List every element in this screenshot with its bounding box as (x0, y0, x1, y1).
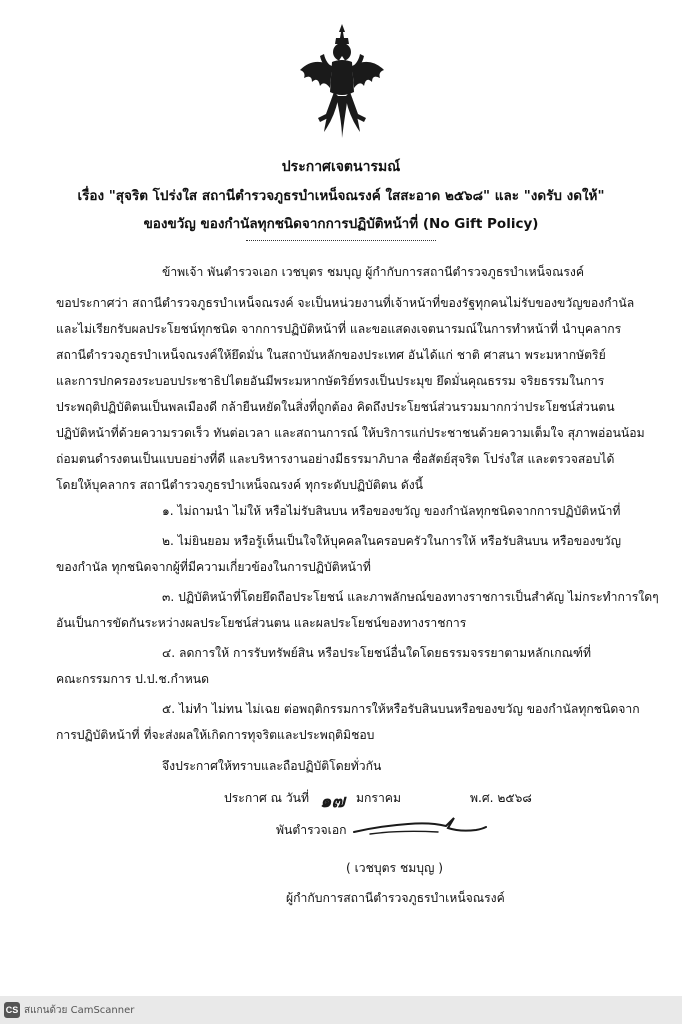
body-line: โดยให้บุคลากร สถานีตำรวจภูธรบำเหน็จณรงค์ ทุกระดับปฏิบัติตน ดังนี้ (56, 478, 424, 492)
body-line: และไม่เรียกรับผลประโยชน์ทุกชนิด จากการปฏิบัติหน้าที่ และขอแสดงเจตนารมณ์ในการทำหน้าที่ นำบุคลากร (56, 322, 622, 336)
body-line: สถานีตำรวจภูธรบำเหน็จณรงค์ให้ยึดมั่น ในสถาบันหลักของประเทศ อันได้แก่ ชาติ ศาสนา พระมหากษัตริย์ (56, 348, 606, 362)
list-item-1: ๑. ไม่ถามนำ ไม่ให้ หรือไม่รับสินบน หรือของขวัญ ของกำนัลทุกชนิดจากการปฏิบัติหน้าที่ (162, 504, 621, 518)
body-line: ถ่อมตนดำรงตนเป็นแบบอย่างที่ดี และบริหารงานอย่างมีธรรมาภิบาล ซื่อสัตย์สุจริต โปร่งใส และตรวจสอบได้ (56, 452, 615, 466)
body-line: ขอประกาศว่า สถานีตำรวจภูธรบำเหน็จณรงค์ จะเป็นหน่วยงานที่เจ้าหน้าที่ของรัฐทุกคนไม่รับของขวัญของกำนัล (56, 296, 635, 310)
list-item-3-cont: อันเป็นการขัดกันระหว่างผลประโยชน์ส่วนตน และผลประโยชน์ของทางราชการ (56, 616, 467, 630)
camscanner-footer (0, 996, 682, 1024)
body-line: ประพฤติปฏิบัติตนเป็นพลเมืองดี กล้ายืนหยัดในสิ่งที่ถูกต้อง คิดถึงประโยชน์ส่วนรวมมากกว่าประโยชน์ส่วนตน (56, 400, 615, 414)
list-item-4: ๔. ลดการให้ การรับทรัพย์สิน หรือประโยชน์อื่นใดโดยธรรมจรรยาตามหลักเกณฑ์ที่ (162, 646, 592, 660)
date-prefix: ประกาศ ณ วันที่ (224, 791, 310, 805)
body-line: ปฏิบัติหน้าที่ด้วยความรวดเร็ว ทันต่อเวลา และสถานการณ์ ให้บริการแก่ประชาชนด้วยความเต็มใจ สุภาพอ่อนน้อม (56, 426, 645, 440)
list-item-4-cont: คณะกรรมการ ป.ป.ช.กำหนด (56, 672, 210, 686)
list-item-2-cont: ของกำนัล ทุกชนิดจากผู้ที่มีความเกี่ยวข้องในการปฏิบัติหน้าที่ (56, 560, 371, 574)
list-item-3: ๓. ปฏิบัติหน้าที่โดยยึดถือประโยชน์ และภาพลักษณ์ของทางราชการเป็นสำคัญ ไม่กระทำการใดๆ (162, 590, 659, 604)
list-item-2: ๒. ไม่ยินยอม หรือรู้เห็นเป็นใจให้บุคคลในครอบครัวในการให้ หรือรับสินบน หรือของขวัญ (162, 534, 622, 548)
date-year: พ.ศ. ๒๕๖๘ (470, 791, 532, 805)
announcement-heading: ประกาศเจตนารมณ์ (281, 159, 401, 175)
subject-line-2: ของขวัญ ของกำนัลทุกชนิดจากการปฏิบัติหน้าที่ (No Gift Policy) (143, 216, 539, 232)
handwritten-signature (350, 812, 490, 842)
signatory-position: ผู้กำกับการสถานีตำรวจภูธรบำเหน็จณรงค์ (286, 891, 505, 905)
body-line: และการปกครองระบอบประชาธิปไตยอันมีพระมหากษัตริย์ทรงเป็นประมุข ยึดมั่นคุณธรรม จริยธรรมในการ (56, 374, 605, 388)
signatory-name: ( เวชบุตร ชมบุญ ) (346, 861, 444, 875)
signatory-rank: พันตำรวจเอก (276, 823, 347, 837)
body-line: ข้าพเจ้า พันตำรวจเอก เวชบุตร ชมบุญ ผู้กำกับการสถานีตำรวจภูธรบำเหน็จณรงค์ (162, 265, 585, 279)
date-day-handwritten: ๑๗ (320, 791, 345, 812)
date-month: มกราคม (356, 791, 401, 805)
camscanner-logo: CS (4, 1002, 20, 1018)
list-item-5-cont: การปฏิบัติหน้าที่ ที่จะส่งผลให้เกิดการทุจริตและประพฤติมิชอบ (56, 728, 375, 742)
camscanner-text: สแกนด้วย CamScanner (24, 1005, 135, 1016)
list-item-5: ๕. ไม่ทำ ไม่ทน ไม่เฉย ต่อพฤติกรรมการให้หรือรับสินบนหรือของขวัญ ของกำนัลทุกชนิดจาก (162, 702, 640, 716)
closing-statement: จึงประกาศให้ทราบและถือปฏิบัติโดยทั่วกัน (162, 759, 382, 773)
subject-line-1: เรื่อง "สุจริต โปร่งใส สถานีตำรวจภูธรบำเหน็จณรงค์ ใสสะอาด ๒๕๖๘" และ "งดรับ งดให้" (77, 188, 605, 204)
dotted-separator (246, 240, 436, 241)
garuda-emblem (296, 22, 388, 140)
